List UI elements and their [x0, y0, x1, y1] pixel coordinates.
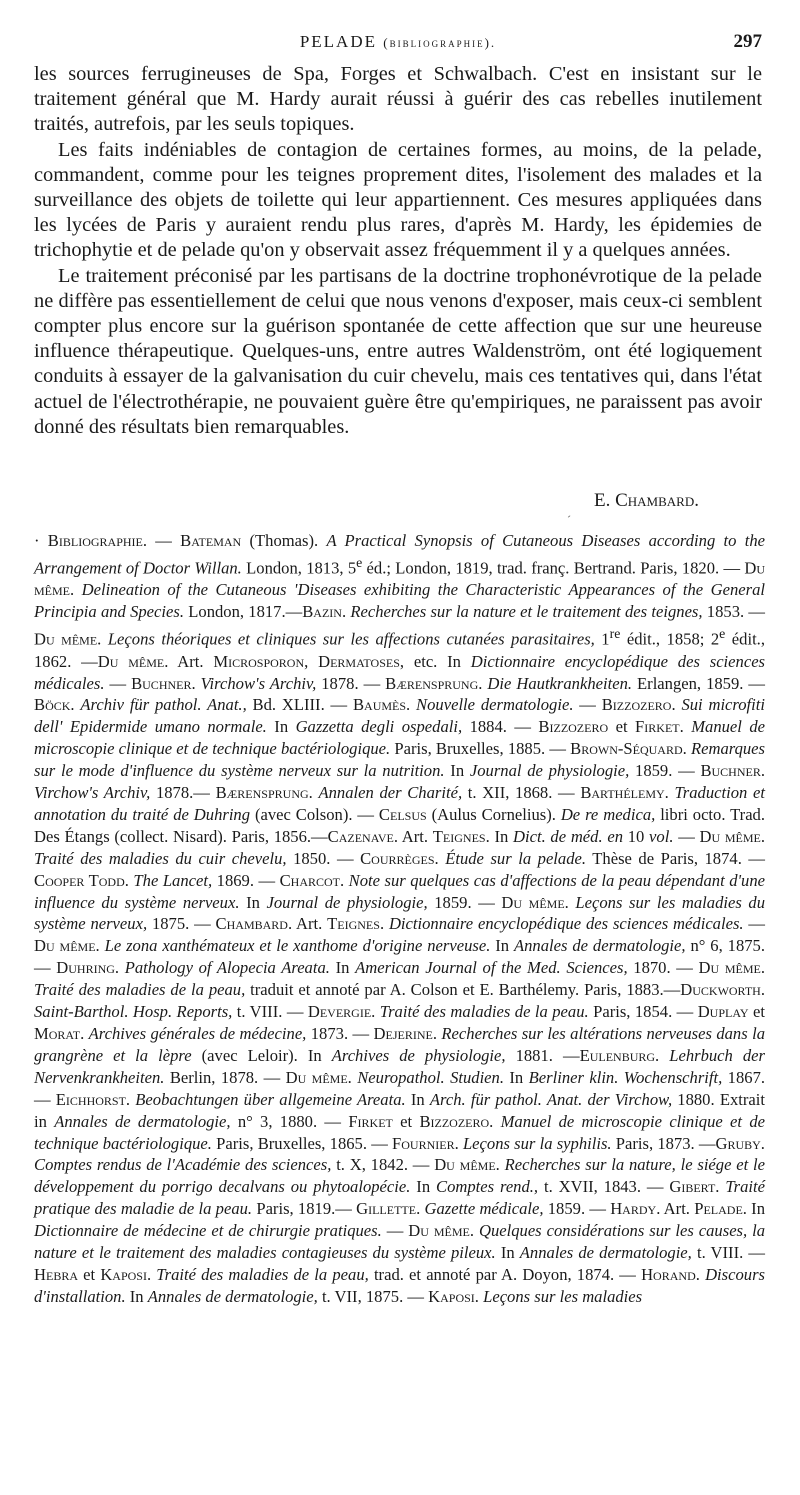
bibliography-title: Remarques sur le mode d'influence du système nerveux sur la nutrition. — [34, 739, 765, 781]
bibliography-fragment: (avec Colson). — — [250, 804, 379, 824]
bibliography-author: Eichhorst. — [55, 1089, 131, 1109]
bibliography-author: Fournier. — [392, 1133, 459, 1153]
bibliography-title: Annales de dermatologie, — [519, 1243, 692, 1263]
bibliography-title: Arch. für pathol. Anat. der Virchow, — [429, 1089, 673, 1109]
bibliography-fragment: Berlin, 1878. — — [164, 1067, 286, 1087]
bibliography-fragment: (Aulus Cornelius). — [426, 804, 561, 824]
signature-initial: E. — [594, 490, 611, 511]
paragraph-2: Les faits indéniables de contagion de certaines formes, au moins, de la pelade, commandent, comme pour les teignes proprement dites, l'isolement des malades et la surveillance des objets de toilette qui leur appartiennent. Ces mesures appliquées dans les lycées de Paris y auraient rendu plus rares, d'après M. Hardy, les épidemies de trichophytie et de pelade qu'on y observait assez fréquemment il y a quelques années. — [34, 138, 762, 262]
bibliography-title: Berliner klin. Wochenschrift, — [528, 1067, 723, 1087]
bibliography-author: Gibert. — [669, 1177, 720, 1197]
bibliography-fragment: — — [104, 673, 132, 693]
bibliography-fragment: 1884. — — [462, 717, 539, 737]
bibliography-fragment: 1880. Extrait in — [34, 1089, 765, 1131]
bibliography-author: Cooper Todd. — [34, 870, 129, 890]
bibliography-fragment: 1867. — — [34, 1067, 766, 1109]
bibliography-fragment — [74, 580, 81, 599]
bibliography-fragment: London, 1813, 5 — [241, 558, 357, 578]
bibliography-title: Le zona xanthémateux et le xanthome d'origine nerveuse. — [104, 936, 491, 956]
bibliography-fragment: (Thomas). — [241, 531, 327, 550]
bibliography-superscript: e — [356, 554, 363, 570]
bibliography-superscript: re — [609, 626, 621, 642]
bibliography-author: Buchner. — [700, 761, 765, 781]
bibliography-fragment: — — [743, 914, 765, 934]
bibliography-title: Traité des maladies de la peau, — [156, 1264, 369, 1284]
bibliography-author: Bateman — [180, 531, 242, 550]
bibliography-author: Firket. — [635, 717, 684, 737]
bibliography-author: Courrèges. — [360, 848, 439, 868]
bibliography-fragment: Art. — [660, 1199, 695, 1219]
bibliography-author: Du même. — [34, 558, 765, 600]
bibliography-fragment: Paris, Bruxelles, 1885. — — [390, 739, 571, 759]
bibliography-author: Hebra — [34, 1264, 78, 1284]
bibliography-title: Recherches sur la nature et le traitement des teignes, — [350, 602, 703, 622]
running-title-subtitle: (bibliographie). — [383, 35, 497, 50]
bibliography-fragment: In — [746, 1199, 766, 1219]
signature-name: Chambard. — [615, 490, 699, 511]
bibliography-title: vol. — [649, 826, 674, 846]
bibliography-title: Manuel de microscopie clinique et de technique bactériologique. — [34, 1111, 765, 1153]
bibliography-author: Firket — [348, 1111, 393, 1131]
bibliography-title: Virchow's Archiv, — [200, 673, 317, 693]
bibliography-superscript: e — [719, 626, 726, 642]
bibliography-fragment — [493, 1112, 500, 1131]
bibliography-fragment: — — [381, 1221, 409, 1241]
bibliography-fragment: In — [329, 958, 356, 978]
bibliography-fragment: édit., 1858; 2 — [620, 629, 720, 649]
stray-mark: ´ — [567, 513, 571, 527]
bibliography-title: Dict. de méd. en — [513, 826, 623, 846]
bibliography-fragment: et — [608, 717, 636, 737]
paragraph-1: les sources ferrugineuses de Spa, Forges et Schwalbach. C'est en insistant sur le traitement général que M. Hardy aurait réussi à guérir des cas rebelles inutilement traités, autrefois, par les seuls topiques. — [34, 63, 762, 136]
bibliography-title: Dictionnaire encyclopédique des sciences médicales. — [34, 651, 766, 693]
bibliography-fragment: 1878. — — [316, 673, 386, 693]
bibliography-fragment: 1878.— — [150, 783, 216, 803]
bibliography-title: Gazzetta degli ospedali, — [295, 717, 463, 737]
bibliography-title: Comptes rendus de l'Académie des sciences, — [34, 1155, 332, 1175]
bibliography-author: Kaposi. — [428, 1286, 479, 1306]
bibliography-title: A Practical Synopsis of Cutaneous Diseases according to the Arrangement of Doctor Willan. — [34, 531, 765, 578]
bibliography-paragraph — [34, 530, 765, 1308]
bibliography-fragment: (avec Leloir). In — [191, 1045, 332, 1065]
bibliography-author: Cazenave. — [327, 826, 398, 846]
bibliography-author: Brown-Séquard. — [570, 739, 687, 759]
bibliography-fragment: In — [125, 1286, 148, 1306]
bibliography-fragment: Paris, 1873. — — [611, 1133, 716, 1153]
running-title-main: PELADE — [299, 32, 377, 51]
bibliography-fragment: — — [673, 826, 700, 846]
bibliography-author: Du même. — [699, 826, 766, 846]
bibliography-fragment: etc. In — [404, 651, 471, 671]
bibliography-fragment: In — [410, 1177, 437, 1197]
bibliography-fragment: — — [147, 531, 181, 550]
bibliography-fragment: 1873. — — [306, 1024, 374, 1043]
bibliography-fragment: Paris, Bruxelles, 1865. — — [211, 1133, 393, 1153]
bibliography-title: Dictionnaire encyclopédique des sciences médicales. — [388, 914, 744, 934]
bibliography-author: Pelade. — [694, 1199, 747, 1219]
bibliography-title: Annales de dermatologie, — [514, 936, 686, 956]
bibliography-author: Bazin. — [302, 602, 347, 622]
bibliography-fragment: 1870. — — [627, 958, 699, 978]
bibliography-fragment: 1859. — — [543, 1199, 611, 1219]
bibliography-author: Dejerine. — [373, 1024, 437, 1043]
bibliography-title: Leçons sur les maladies du système nerveux, — [34, 892, 765, 934]
bibliography-author: Kaposi. — [100, 1264, 152, 1284]
bibliography-author: Du même. — [501, 892, 569, 912]
bibliography-fragment: 1869. — — [212, 870, 280, 890]
bibliography-author: Morat. — [34, 1024, 85, 1043]
bibliography-title: Leçons théoriques et cliniques sur les affections cutanées parasitaires, — [107, 629, 595, 649]
bibliography-title: Traité des maladies de la peau. — [379, 1002, 589, 1022]
bibliography-fragment: In — [239, 892, 267, 912]
bibliography-title: Pathology of Alopecia Areata. — [124, 958, 330, 978]
bibliography-title: Annalen der Charité, — [318, 783, 463, 803]
running-head — [34, 32, 762, 56]
bibliography-title: Dictionnaire de médecine et de chirurgie pratiques. — [34, 1221, 382, 1241]
bibliography-author: Bærensprung. — [215, 783, 313, 803]
bibliography-author: Duhring. — [56, 958, 120, 978]
bibliography-fragment: Paris, 1819.— — [252, 1199, 357, 1219]
bibliography-fragment: 1853. — — [702, 602, 765, 622]
bibliography-fragment: 10 — [623, 826, 650, 846]
bibliography — [34, 530, 765, 1308]
bibliography-title: Sui microfiti dell' Epidermide umano normale. — [34, 695, 766, 737]
bibliography-author: Bizzozero — [538, 717, 609, 737]
bibliography-fragment: 1850. — — [286, 848, 361, 868]
bibliography-fragment: t. VII, 1875. — — [317, 1286, 429, 1306]
bibliography-title: Journal de physiologie, — [266, 892, 428, 912]
bibliography-fragment: In — [490, 936, 514, 956]
bibliography-fragment: — — [573, 695, 602, 715]
bibliography-title: Lehrbuch der Nervenkrankheiten. — [34, 1045, 765, 1087]
bibliography-author: Eulenburg. — [579, 1045, 660, 1065]
bibliography-fragment: n° 6, 1875. — — [34, 936, 765, 978]
bibliography-fragment — [659, 1046, 669, 1065]
bibliography-title: De re medica, — [560, 804, 656, 824]
bibliography-title: Traité des maladies du cuir chevelu, — [34, 848, 287, 868]
bibliography-title: Annales de dermatologie, — [147, 1286, 318, 1306]
bibliography-title: The Lancet, — [133, 870, 213, 890]
bibliography-title: Recherches sur la nature, le siége et le développement du porrigo decalvans ou phytoalopécie. — [34, 1155, 766, 1197]
bibliography-author: Du même. — [34, 936, 100, 956]
bibliography-fragment: t. XVII, 1843. — — [538, 1177, 670, 1197]
bibliography-author: Du même. — [698, 958, 765, 978]
bibliography-title: Note sur quelques cas d'affections de la peau dépendant d'une influence du système nerveux. — [34, 870, 765, 912]
bibliography-fragment: In — [495, 1243, 520, 1263]
bibliography-author: Horand. — [641, 1264, 700, 1284]
bibliography-fragment: · — [34, 531, 48, 550]
bibliography-author: Du même. — [408, 1221, 475, 1241]
bibliography-author: Du même. — [434, 1155, 500, 1175]
bibliography-fragment: London, 1817.— — [184, 602, 303, 622]
bibliography-title: Gazette médicale, — [424, 1199, 544, 1219]
bibliography-author: Chambard. — [215, 914, 293, 934]
bibliography-fragment: In — [444, 761, 470, 781]
bibliography-title: American Journal of the Med. Sciences, — [355, 958, 628, 978]
bibliography-fragment: et — [392, 1111, 420, 1131]
bibliography-fragment: 1859. — — [629, 761, 701, 781]
bibliography-author: Barthélemy. — [580, 783, 669, 803]
bibliography-author: Bærensprung. — [385, 673, 483, 693]
bibliography-fragment: et — [748, 1002, 766, 1022]
bibliography-author: Bizzozero. — [419, 1111, 494, 1131]
bibliography-fragment: Bd. XLIII. — — [246, 695, 353, 715]
bibliography-author: Gruby. — [715, 1133, 765, 1153]
bibliography-title: Étude sur la pelade. — [445, 848, 587, 868]
bibliography-fragment: t. VIII. — — [232, 1002, 308, 1022]
bibliography-title: Leçons sur les maladies — [483, 1286, 643, 1306]
bibliography-fragment: trad. et annoté par A. Doyon, 1874. — — [368, 1264, 642, 1284]
bibliography-author: Du même. — [97, 651, 169, 671]
bibliography-fragment: In — [266, 717, 296, 737]
bibliography-fragment: t. VIII. — — [691, 1243, 765, 1263]
bibliography-title: Beobachtungen über allgemeine Areata. — [135, 1089, 406, 1109]
bibliography-title: Archiv für pathol. Anat., — [80, 695, 247, 715]
bibliography-author: Devergie. — [307, 1002, 376, 1022]
bibliography-author: Bibliographie. — [47, 531, 148, 550]
bibliography-title: Traité des maladies de la peau, — [34, 980, 246, 1000]
bibliography-fragment: Art. — [292, 914, 328, 934]
author-signature — [594, 490, 699, 512]
bibliography-fragment: In — [489, 826, 513, 846]
bibliography-fragment: In — [405, 1089, 430, 1109]
running-title — [34, 32, 762, 52]
bibliography-title: Quelques considérations sur les causes, la nature et le traitement des maladies contagieuses du système pileux. — [34, 1221, 766, 1263]
bibliography-title: Discours d'installation. — [34, 1264, 765, 1306]
bibliography-title: Die Hautkrankheiten. — [487, 673, 633, 693]
bibliography-fragment: Paris, 1854. — — [588, 1002, 698, 1022]
bibliography-title: Delineation of the Cutaneous 'Diseases exhibiting the Characteristic Appearances of the General Principia and Species. — [34, 580, 765, 622]
bibliography-author: Bizzozero. — [601, 695, 676, 715]
bibliography-fragment: 1859. — — [427, 892, 502, 912]
paragraph-3: Le traitement préconisé par les partisans de la doctrine trophonévrotique de la pelade ne diffère pas essentiellement de celui que nous venons d'exposer, mais ceux-ci semblent compter plus encore sur la guérison spontanée de cette affection que sur une heureuse influence thérapeutique. Quelques-uns, entre autres Waldenström, ont été logiquement conduits à essayer de la galvanisation du cuir chevelu, mais ces tentatives qui, dans l'état actuel de l'électrothérapie, ne pouvaient guère être qu'empiriques, ne paraissent pas avoir donné des résultats bien remarquables. — [34, 264, 762, 438]
bibliography-title: Virchow's Archiv, — [34, 783, 151, 803]
bibliography-fragment: Thèse de Paris, 1874. — — [586, 848, 765, 868]
bibliography-author: Teignes. — [432, 826, 490, 846]
bibliography-fragment: Art. — [168, 651, 214, 671]
bibliography-fragment: libri octo. Trad. Des Étangs (collect. Nisard). Paris, 1856.— — [34, 804, 765, 846]
bibliography-title: Saint-Barthol. Hosp. Reports, — [34, 1002, 233, 1022]
bibliography-author: Charcot. — [279, 870, 345, 890]
bibliography-title: Manuel de microscopie clinique et de technique bactériologique. — [34, 717, 766, 759]
bibliography-author: Gillette. — [356, 1199, 421, 1219]
bibliography-fragment: Erlangen, 1859. — — [632, 673, 765, 693]
bibliography-title: Neuropathol. Studien. — [357, 1067, 504, 1087]
bibliography-fragment: édit., 1862. — — [34, 629, 765, 671]
bibliography-author: Teignes. — [327, 914, 385, 934]
bibliography-fragment: 1881. — — [505, 1045, 580, 1065]
bibliography-title: Traduction et annotation du traité de Duhring — [34, 783, 765, 824]
bibliography-title: Nouvelle dermatologie. — [416, 695, 574, 715]
bibliography-title: Archives de physiologie, — [331, 1045, 506, 1065]
bibliography-fragment: t. X, 1842. — — [331, 1155, 435, 1175]
bibliography-fragment: Art. — [397, 826, 433, 846]
bibliography-fragment: 1 — [594, 629, 610, 649]
bibliography-author: Du même. — [285, 1067, 352, 1087]
bibliography-author: Böck. — [34, 695, 75, 715]
bibliography-author: Duplay — [697, 1002, 749, 1022]
bibliography-author: Baumès. — [352, 695, 411, 715]
bibliography-fragment: n° 3, 1880. — — [230, 1111, 349, 1131]
bibliography-author: Hardy. — [610, 1199, 661, 1219]
bibliography-fragment: 1875. — — [147, 914, 216, 934]
bibliography-title: Leçons sur la syphilis. — [462, 1133, 612, 1153]
bibliography-title: Recherches sur les altérations nerveuses dans la grangrène et la lèpre — [34, 1024, 766, 1065]
page-number: 297 — [733, 31, 762, 52]
bibliography-author: Buchner. — [131, 673, 196, 693]
bibliography-fragment: t. XII, 1868. — — [462, 783, 581, 803]
bibliography-title: Journal de physiologie, — [469, 761, 630, 781]
bibliography-title: Annales de dermatologie, — [54, 1111, 231, 1131]
bibliography-author: Du même. — [34, 629, 102, 649]
bibliography-author: Duckworth. — [680, 980, 765, 1000]
bibliography-title: Archives générales de médecine, — [88, 1024, 307, 1043]
bibliography-author: Microsporon, Dermatoses, — [213, 651, 405, 671]
bibliography-title: Comptes rend., — [436, 1177, 539, 1197]
bibliography-author: Celsus — [378, 804, 427, 824]
bibliography-fragment: traduit et annoté par A. Colson et E. Barthélemy. Paris, 1883.— — [245, 980, 681, 1000]
bibliography-fragment: In — [504, 1067, 529, 1087]
bibliography-title: Traité pratique des maladie de la peau. — [34, 1177, 765, 1219]
bibliography-fragment: éd.; London, 1819, trad. franç. Bertrand. Paris, 1820. — — [362, 558, 745, 578]
body-text — [34, 62, 762, 440]
bibliography-fragment: et — [78, 1264, 101, 1284]
